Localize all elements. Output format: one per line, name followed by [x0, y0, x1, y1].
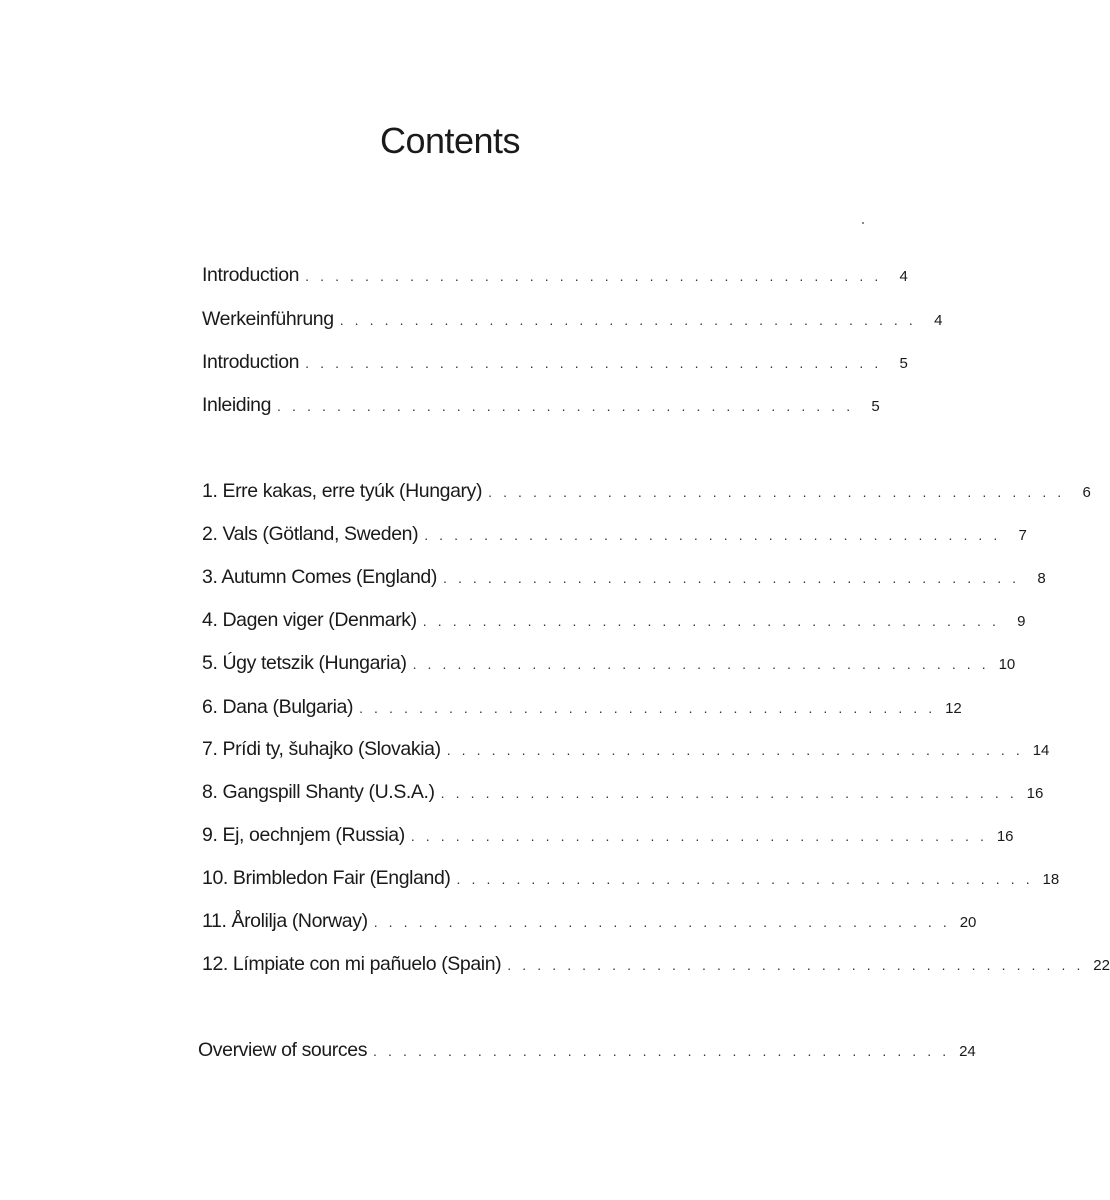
leader-dots: . . . . . . . . . . . . . . . . . . . . . . . . . . . . . . . . . . . . . . .: [373, 914, 951, 930]
toc-entry-song-12[interactable]: [202, 953, 1110, 983]
toc-entry-label: 8. Gangspill Shanty (U.S.A.): [202, 781, 435, 803]
toc-entry-page: 14: [1032, 742, 1050, 759]
leader-dots: . . . . . . . . . . . . . . . . . . . . . . . . . . . . . . . . . . . . . . .: [507, 957, 1084, 973]
toc-entry-song-6[interactable]: [202, 696, 962, 726]
toc-entry-label: 5. Úgy tetszik (Hungaria): [202, 652, 407, 674]
toc-entry-page: 20: [959, 914, 977, 931]
leader-dots: . . . . . . . . . . . . . . . . . . . . . . . . . . . . . . . . . . . . . . .: [440, 785, 1018, 801]
leader-dots: . . . . . . . . . . . . . . . . . . . . . . . . . . . . . . . . . . . . . . .: [446, 742, 1024, 758]
toc-entry-page: 10: [998, 656, 1016, 673]
toc-entry-page: 22: [1093, 957, 1110, 974]
leader-dots: . . . . . . . . . . . . . . . . . . . . . . . . . . . . . . . . . . . . . . .: [277, 398, 854, 414]
leader-dots: . . . . . . . . . . . . . . . . . . . . . . . . . . . . . . . . . . . . . . .: [488, 484, 1065, 500]
leader-dots: . . . . . . . . . . . . . . . . . . . . . . . . . . . . . . . . . . . . . . .: [373, 1043, 950, 1059]
toc-entry-page: 5: [899, 355, 908, 372]
toc-entry-song-2[interactable]: [202, 523, 1027, 553]
toc-entry-label: 1. Erre kakas, erre tyúk (Hungary): [202, 480, 483, 502]
toc-entry-introduction-en[interactable]: [202, 264, 908, 294]
toc-entry-page: 16: [1026, 785, 1044, 802]
toc-entry-song-3[interactable]: [202, 566, 1046, 596]
toc-entry-label: Introduction: [202, 264, 300, 286]
toc-entry-page: 9: [1017, 613, 1026, 630]
toc-entry-label: 3. Autumn Comes (England): [202, 566, 437, 588]
page-title: Contents: [379, 120, 521, 161]
toc-entry-page: 6: [1082, 484, 1091, 501]
leader-dots: . . . . . . . . . . . . . . . . . . . . . . . . . . . . . . . . . . . . . . .: [305, 355, 882, 371]
toc-entry-label: 11. Årolilja (Norway): [202, 910, 368, 932]
toc-entry-label: 7. Prídi ty, šuhajko (Slovakia): [202, 738, 441, 760]
leader-dots: . . . . . . . . . . . . . . . . . . . . . . . . . . . . . . . . . . . . . . .: [410, 828, 988, 844]
leader-dots: . . . . . . . . . . . . . . . . . . . . . . . . . . . . . . . . . . . . . . .: [339, 312, 917, 328]
toc-entry-overview-of-sources[interactable]: [198, 1039, 976, 1069]
toc-entry-introduction-fr[interactable]: [202, 351, 908, 381]
toc-entry-song-4[interactable]: [202, 609, 1026, 639]
leader-dots: . . . . . . . . . . . . . . . . . . . . . . . . . . . . . . . . . . . . . . .: [456, 871, 1034, 887]
leader-dots: . . . . . . . . . . . . . . . . . . . . . . . . . . . . . . . . . . . . . . .: [305, 268, 882, 284]
leader-dots: . . . . . . . . . . . . . . . . . . . . . . . . . . . . . . . . . . . . . . .: [359, 700, 936, 716]
scan-speck: [862, 222, 864, 224]
leader-dots: . . . . . . . . . . . . . . . . . . . . . . . . . . . . . . . . . . . . . . .: [422, 613, 1000, 629]
toc-entry-page: 4: [934, 312, 943, 329]
toc-entry-song-5[interactable]: [202, 652, 1016, 682]
toc-entry-page: 4: [899, 268, 908, 285]
toc-entry-inleiding[interactable]: [202, 394, 880, 424]
toc-entry-song-11[interactable]: [202, 910, 977, 940]
toc-entry-label: Overview of sources: [198, 1039, 368, 1061]
leader-dots: . . . . . . . . . . . . . . . . . . . . . . . . . . . . . . . . . . . . . . .: [442, 570, 1020, 586]
toc-entry-label: 4. Dagen viger (Denmark): [202, 609, 417, 631]
toc-entry-song-10[interactable]: [202, 867, 1060, 897]
toc-entry-page: 5: [871, 398, 880, 415]
toc-entry-label: Introduction: [202, 351, 300, 373]
toc-entry-page: 8: [1037, 570, 1046, 587]
toc-entry-page: 24: [959, 1043, 976, 1060]
toc-entry-page: 12: [945, 700, 962, 717]
leader-dots: . . . . . . . . . . . . . . . . . . . . . . . . . . . . . . . . . . . . . . .: [424, 527, 1001, 543]
toc-entry-label: Inleiding: [202, 394, 272, 416]
toc-entry-label: 2. Vals (Götland, Sweden): [202, 523, 419, 545]
toc-entry-label: 6. Dana (Bulgaria): [202, 696, 354, 718]
toc-entry-song-1[interactable]: [202, 480, 1091, 510]
toc-entry-label: 12. Límpiate con mi pañuelo (Spain): [202, 953, 502, 975]
toc-entry-label: 9. Ej, oechnjem (Russia): [202, 824, 405, 846]
toc-entry-song-8[interactable]: [202, 781, 1044, 811]
toc-entry-label: Werkeinführung: [202, 308, 334, 330]
toc-entry-song-9[interactable]: [202, 824, 1014, 854]
leader-dots: . . . . . . . . . . . . . . . . . . . . . . . . . . . . . . . . . . . . . . .: [412, 656, 990, 672]
toc-entry-page: 18: [1042, 871, 1060, 888]
toc-entry-song-7[interactable]: [202, 738, 1050, 768]
toc-entry-page: 16: [996, 828, 1014, 845]
toc-entry-werkeinfuehrung[interactable]: [202, 308, 943, 338]
toc-entry-page: 7: [1018, 527, 1027, 544]
toc-entry-label: 10. Brimbledon Fair (England): [202, 867, 451, 889]
